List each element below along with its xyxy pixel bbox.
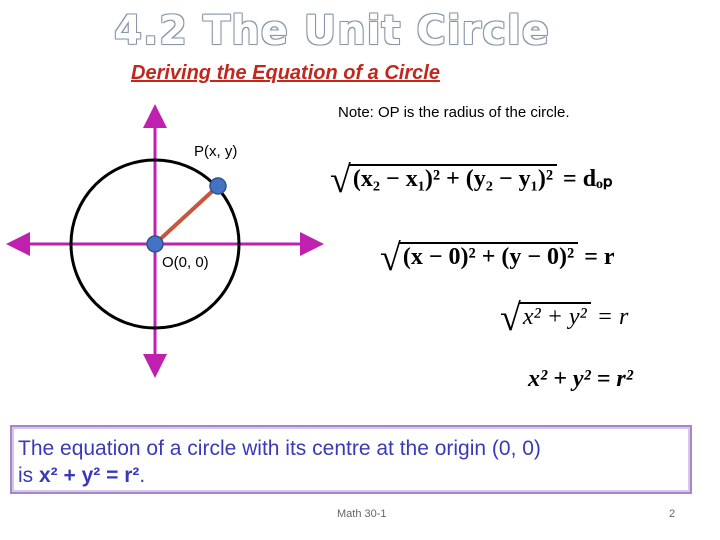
radicand: (x − 0)² + (y − 0)² — [399, 242, 578, 271]
equation-rhs: = r — [596, 304, 629, 330]
slide-title: 4.2 The Unit Circle — [114, 8, 550, 54]
slide-subtitle: Deriving the Equation of a Circle — [131, 62, 440, 84]
radicand: (x₂ − x₁)² + (y₂ − y₁)² — [349, 164, 557, 193]
simplified-formula — [500, 296, 628, 340]
summary-box — [10, 425, 692, 494]
footer-course: Math 30-1 — [337, 508, 387, 520]
sqrt-symbol: √ — [500, 297, 521, 339]
circle-equation: x² + y² = r² — [528, 366, 633, 392]
point-p-label: P(x, y) — [194, 143, 238, 160]
summary-suffix: . — [139, 464, 146, 487]
substituted-formula — [380, 236, 615, 280]
summary-prefix: is — [18, 464, 39, 487]
footer-page-number: 2 — [669, 508, 676, 520]
equation-rhs: = dₒₚ — [563, 166, 614, 192]
summary-line-1: The equation of a circle with its centre at the origin (0, 0) — [18, 437, 541, 460]
sqrt-symbol: √ — [380, 237, 401, 279]
point-o — [147, 236, 163, 252]
equation-rhs: = r — [584, 244, 615, 270]
point-p — [210, 178, 226, 194]
summary-equation: x² + y² = r² — [39, 464, 140, 487]
radius-note: Note: OP is the radius of the circle. — [338, 104, 570, 121]
sqrt-symbol: √ — [330, 159, 351, 201]
summary-line-2 — [18, 462, 686, 489]
distance-formula — [330, 158, 613, 202]
radius-op — [155, 186, 218, 244]
radicand: x² + y² — [519, 302, 591, 331]
point-o-label: O(0, 0) — [162, 254, 209, 271]
